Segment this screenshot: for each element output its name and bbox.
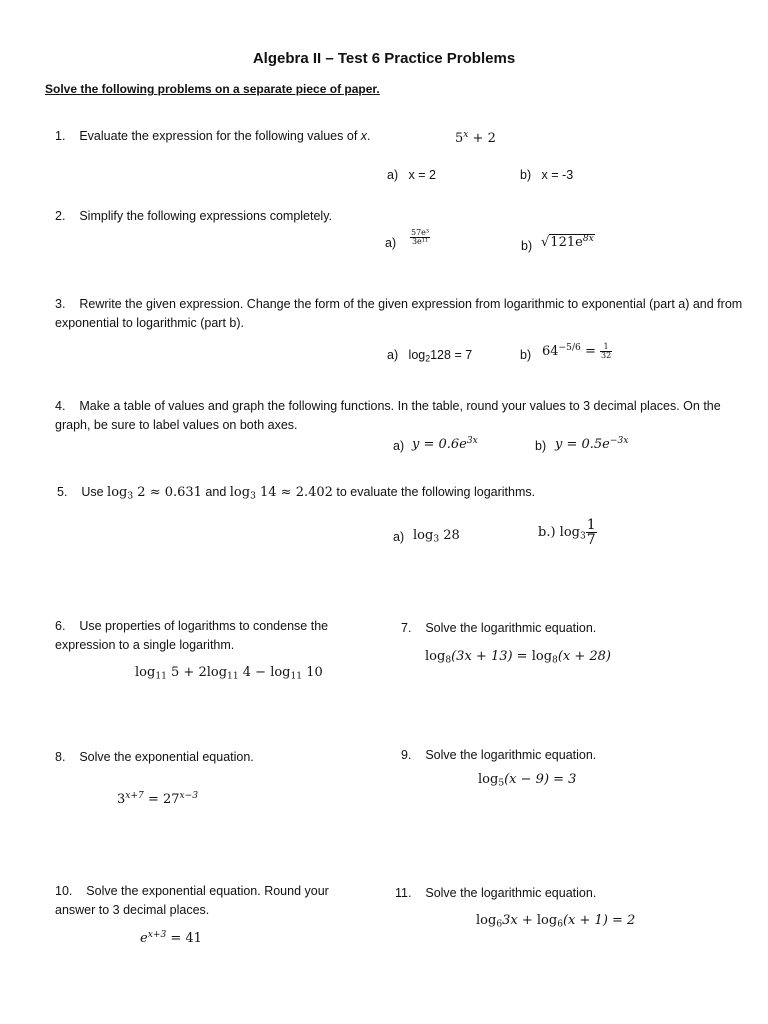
problem-3a-base: 2	[425, 353, 431, 364]
problem-5b-denominator: 7	[586, 532, 596, 548]
problem-9-expression	[478, 772, 576, 787]
problem-4b-expression	[555, 437, 628, 452]
problem-4a-function: y = 0.6e	[412, 437, 467, 452]
problem-5-base-1: 3	[127, 491, 134, 502]
problem-5-base-2: 3	[250, 491, 256, 502]
problem-1a-label: a)	[387, 168, 399, 182]
problem-9-number: 9.	[401, 748, 412, 762]
problem-1-number: 1.	[55, 129, 66, 143]
instructions: Solve the following problems on a separate piece of paper.	[45, 82, 380, 96]
problem-6-term-1: 5 + 2	[166, 665, 207, 680]
problem-9-text: Solve the logarithmic equation.	[425, 748, 597, 762]
problem-8-expression	[117, 792, 198, 807]
problem-6-text: Use properties of logarithms to condense the expression to a single logarithm.	[55, 619, 329, 652]
problem-5-prompt	[57, 485, 535, 500]
problem-1-expr-base: 5	[455, 131, 464, 146]
problem-4a-exponent: 3x	[466, 436, 478, 446]
sqrt-symbol: √	[541, 235, 550, 250]
problem-1-variable: x	[360, 129, 368, 143]
problem-9-prompt	[401, 748, 596, 762]
problem-5-text-end: to evaluate the following logarithms.	[332, 485, 536, 499]
problem-7-prompt	[401, 621, 596, 635]
problem-11-prompt	[395, 886, 596, 900]
problem-3b-denominator: 32	[600, 351, 612, 360]
problem-4b-function: y = 0.5e	[555, 437, 610, 452]
problem-6-base-2: 11	[227, 671, 239, 682]
problem-3a-rest: 128 = 7	[430, 348, 473, 362]
problem-3-prompt	[55, 295, 755, 333]
problem-4-prompt	[55, 397, 755, 435]
problem-11-base-2: 6	[557, 919, 563, 930]
problem-5a-base: 3	[433, 534, 440, 545]
problem-6-base-1: 11	[155, 671, 167, 682]
problem-5-log-1: log	[107, 485, 128, 500]
problem-3b-numerator: 1	[600, 343, 612, 352]
problem-2-number: 2.	[55, 209, 66, 223]
problem-7-rhs: (x + 28)	[557, 649, 612, 664]
problem-8-exp-1: x+7	[125, 791, 144, 801]
problem-8-equals: = 27	[143, 792, 180, 807]
problem-2a-label: a)	[385, 236, 397, 250]
problem-7-expression	[425, 649, 611, 664]
problem-9-rest: (x − 9) = 3	[504, 772, 577, 787]
problem-5-given-1: 2 ≈ 0.631	[133, 485, 202, 500]
problem-1-prompt	[55, 129, 371, 143]
problem-8-exp-2: x−3	[179, 791, 199, 801]
problem-1-text-end: .	[367, 129, 371, 143]
problem-6-base-3: 11	[290, 671, 303, 682]
problem-11-term-1: 3x +	[502, 913, 537, 928]
page-title: Algebra II – Test 6 Practice Problems	[252, 50, 516, 67]
problem-4a-expression	[412, 437, 478, 452]
problem-2b-expression	[541, 235, 595, 250]
problem-2b-radicand: 121e	[550, 235, 583, 250]
problem-3b-expression	[542, 343, 612, 360]
problem-11-log-1: log	[476, 913, 497, 928]
problem-4b-exponent: −3x	[609, 436, 629, 446]
problem-11-term-2: (x + 1) = 2	[562, 913, 636, 928]
problem-2a-numerator: 57e³	[411, 228, 430, 237]
problem-8-base-1: 3	[117, 792, 126, 807]
problem-6-log-3: log	[270, 665, 291, 680]
problem-6-expression	[135, 665, 323, 680]
problem-3b-base: 64	[542, 344, 559, 359]
problem-3b-exponent: −5/6	[558, 343, 581, 353]
problem-3a-log: log	[408, 348, 426, 362]
problem-11-text: Solve the logarithmic equation.	[425, 886, 597, 900]
problem-2a-fraction	[410, 229, 430, 246]
problem-5b-expression	[538, 518, 597, 547]
problem-3a	[387, 348, 472, 362]
problem-3b-label: b)	[520, 348, 532, 362]
problem-9-log: log	[478, 772, 499, 787]
problem-1a	[387, 168, 436, 182]
problem-7-number: 7.	[401, 621, 412, 635]
problem-1b	[520, 168, 573, 182]
problem-7-lhs: (3x + 13) =	[451, 649, 532, 664]
problem-7-base-1: 8	[445, 655, 452, 666]
problem-10-expression	[140, 931, 202, 946]
problem-4-number: 4.	[55, 399, 66, 413]
problem-5-number: 5.	[57, 485, 68, 499]
problem-4a-label: a)	[393, 439, 405, 453]
problem-3-number: 3.	[55, 297, 66, 311]
problem-10-rest: = 41	[166, 931, 202, 946]
problem-5-and: and	[201, 485, 230, 499]
problem-5a-expression	[413, 528, 460, 543]
problem-8-prompt	[55, 750, 254, 764]
problem-1-expression	[455, 131, 496, 146]
problem-3b-equals: =	[580, 344, 600, 359]
problem-5b-log: log	[559, 525, 580, 540]
problem-5a-value: 28	[439, 528, 460, 543]
problem-11-base-1: 6	[496, 919, 503, 930]
problem-6-term-3: 10	[302, 665, 323, 680]
problem-9-base: 5	[498, 778, 505, 789]
problem-5b-base: 3	[579, 531, 586, 542]
problem-1-text: Evaluate the expression for the following values of	[79, 129, 361, 143]
problem-11-number: 11.	[395, 886, 412, 900]
problem-10-base: e	[140, 931, 148, 946]
problem-5b-label: b.)	[538, 525, 556, 540]
problem-6-number: 6.	[55, 619, 66, 633]
problem-8-text: Solve the exponential equation.	[79, 750, 254, 764]
problem-1b-text: x = -3	[541, 168, 574, 182]
problem-7-base-2: 8	[552, 655, 558, 666]
problem-6-prompt	[55, 617, 355, 655]
problem-11-expression	[476, 913, 635, 928]
problem-5a-log: log	[413, 528, 434, 543]
problem-7-log-1: log	[425, 649, 446, 664]
problem-5-use: Use	[81, 485, 108, 499]
problem-2-prompt	[55, 209, 332, 223]
problem-6-log-1: log	[135, 665, 156, 680]
problem-10-exponent: x+3	[147, 930, 167, 940]
problem-1-expr-exp: x	[463, 130, 469, 140]
problem-3a-label: a)	[387, 348, 399, 362]
problem-5b-numerator: 1	[586, 517, 596, 533]
problem-2-text: Simplify the following expressions completely.	[79, 209, 332, 223]
problem-1b-label: b)	[520, 168, 532, 182]
problem-5-given-2: 14 ≈ 2.402	[255, 485, 333, 500]
problem-4b-label: b)	[535, 439, 547, 453]
problem-1-expr-rest: + 2	[468, 131, 496, 146]
problem-10-prompt	[55, 882, 335, 920]
problem-7-log-2: log	[531, 649, 553, 664]
problem-11-log-2: log	[536, 913, 558, 928]
problem-1a-text: x = 2	[408, 168, 436, 182]
problem-2b-exponent: 8x	[582, 234, 594, 244]
problem-8-number: 8.	[55, 750, 66, 764]
problem-5-log-2: log	[229, 485, 251, 500]
problem-7-text: Solve the logarithmic equation.	[425, 621, 597, 635]
problem-3-text: Rewrite the given expression. Change the form of the given expression from logarithmic to exponential (part a) and from exponential to logarithmic (part b).	[55, 297, 743, 330]
problem-6-term-2: 4 −	[238, 665, 271, 680]
problem-10-number: 10.	[55, 884, 73, 898]
problem-2a-denominator: 3e¹¹	[411, 237, 429, 246]
problem-2b-label: b)	[521, 239, 533, 253]
problem-5a-label: a)	[393, 530, 405, 544]
problem-10-text: Solve the exponential equation. Round your answer to 3 decimal places.	[55, 884, 329, 917]
problem-4-text: Make a table of values and graph the following functions. In the table, round your values to 3 decimal places. On the graph, be sure to label values on both axes.	[55, 399, 721, 432]
problem-6-log-2: log	[206, 665, 228, 680]
